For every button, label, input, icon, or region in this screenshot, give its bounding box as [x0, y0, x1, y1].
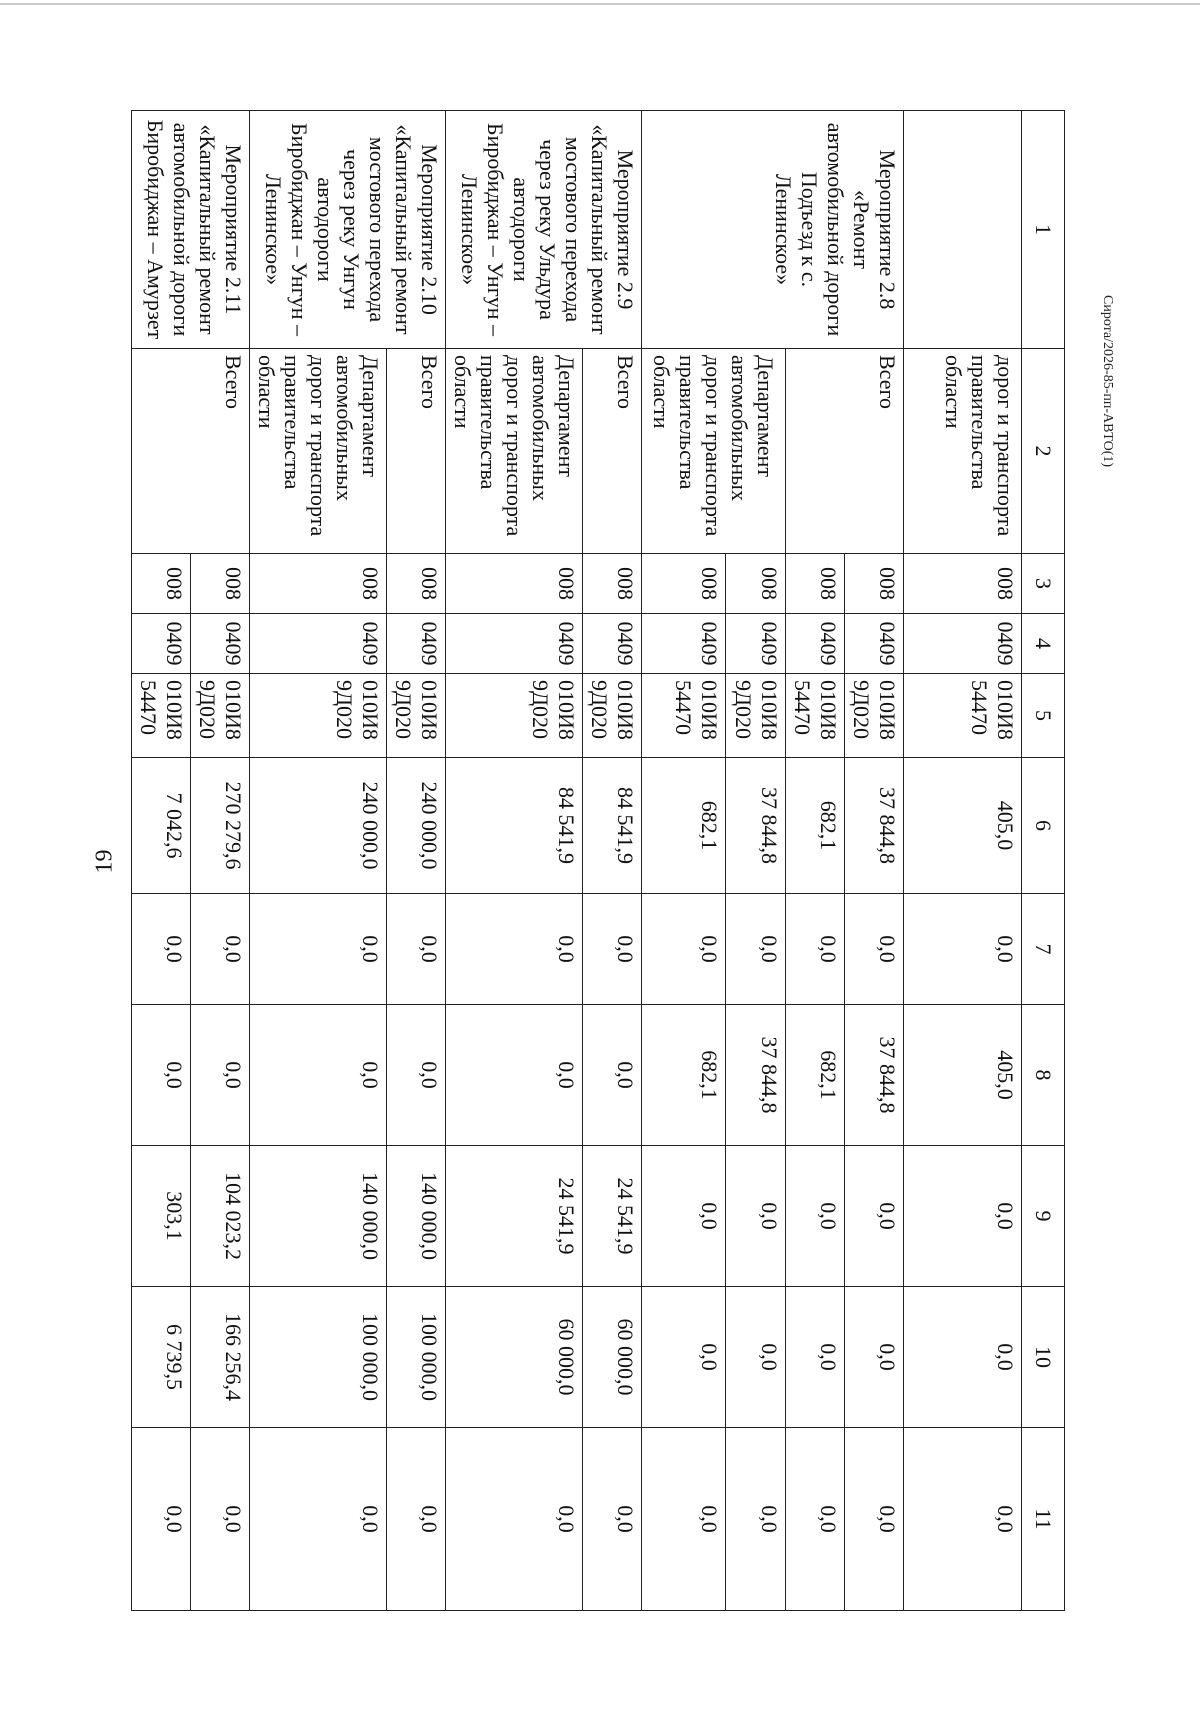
cell: 0,0: [191, 1005, 250, 1146]
cell-code: 010И8 9Д020: [726, 674, 786, 758]
rotated-table-container: [136, 110, 1065, 1610]
cell: 7 042,6: [132, 758, 191, 894]
table-row: [904, 111, 1022, 1611]
cell: 0,0: [583, 1005, 642, 1146]
cell: 0,0: [387, 1428, 446, 1611]
cell-executor: дорог и транспорта правительства области: [904, 349, 1022, 554]
cell: 0,0: [642, 1428, 726, 1611]
cell: 37 844,8: [845, 1005, 904, 1146]
cell: 0,0: [845, 1428, 904, 1611]
cell: 0,0: [642, 894, 726, 1005]
cell-code: 010И8 9Д020: [250, 674, 387, 758]
cell: 0,0: [786, 1287, 845, 1428]
cell: 682,1: [786, 758, 845, 894]
cell-executor: Департамент автомобильных дорог и транспорта правительства области: [446, 349, 583, 554]
cell: 0,0: [583, 1428, 642, 1611]
cell: 008: [726, 554, 786, 614]
cell: 0,0: [786, 1146, 845, 1287]
cell: 0,0: [726, 1287, 786, 1428]
cell: 008: [387, 554, 446, 614]
table-row: [191, 111, 250, 1611]
column-number-row: [1022, 111, 1065, 1611]
cell-code: 010И8 9Д020: [446, 674, 583, 758]
cell: 0,0: [446, 1005, 583, 1146]
cell: 60 000,0: [583, 1287, 642, 1428]
cell: 24 541,9: [583, 1146, 642, 1287]
cell: 0,0: [786, 894, 845, 1005]
table-row: [583, 111, 642, 1611]
col-header: 2: [1022, 349, 1065, 554]
document-footer-code: Сирота/2026-85-пп-АВТО(1): [1100, 295, 1115, 468]
cell: 0,0: [132, 1428, 191, 1611]
cell-code: 010И8 54470: [132, 674, 191, 758]
cell: 0409: [132, 614, 191, 674]
cell: 166 256,4: [191, 1287, 250, 1428]
cell-measure: Мероприятие 2.10 «Капитальный ремонт мостового перехода через реку Унгун автодороги Биробиджан – Унгун – Ленинское»: [250, 111, 446, 349]
col-header: 11: [1022, 1428, 1065, 1611]
cell-code: 010И8 9Д020: [387, 674, 446, 758]
cell: 0409: [642, 614, 726, 674]
col-header: 4: [1022, 614, 1065, 674]
cell: 0,0: [583, 894, 642, 1005]
cell-executor: Всего: [583, 349, 642, 554]
cell: 008: [904, 554, 1022, 614]
cell: 0,0: [845, 1146, 904, 1287]
cell: 0,0: [845, 894, 904, 1005]
col-header: 1: [1022, 111, 1065, 349]
col-header: 5: [1022, 674, 1065, 758]
cell: 405,0: [904, 758, 1022, 894]
col-header: 6: [1022, 758, 1065, 894]
cell: 008: [583, 554, 642, 614]
table-row: [387, 111, 446, 1611]
cell: 0,0: [191, 1428, 250, 1611]
cell: 0,0: [250, 1005, 387, 1146]
cell: 0,0: [904, 1146, 1022, 1287]
cell: 0,0: [250, 894, 387, 1005]
col-header: 9: [1022, 1146, 1065, 1287]
cell-code: 010И8 54470: [642, 674, 726, 758]
cell: 682,1: [642, 758, 726, 894]
cell-code: 010И8 54470: [786, 674, 845, 758]
cell: 0,0: [786, 1428, 845, 1611]
scan-edge-line: [0, 3, 1200, 5]
cell: 682,1: [642, 1005, 726, 1146]
cell: 140 000,0: [387, 1146, 446, 1287]
cell: 0,0: [191, 894, 250, 1005]
cell: 008: [250, 554, 387, 614]
cell: 0,0: [904, 1287, 1022, 1428]
cell: 0,0: [845, 1287, 904, 1428]
cell: 0,0: [726, 1146, 786, 1287]
cell: 0,0: [250, 1428, 387, 1611]
cell: 0,0: [642, 1146, 726, 1287]
cell: 0,0: [446, 1428, 583, 1611]
cell: 008: [191, 554, 250, 614]
cell: 0409: [191, 614, 250, 674]
cell: 682,1: [786, 1005, 845, 1146]
cell: 0,0: [904, 1428, 1022, 1611]
cell-measure: Мероприятие 2.9 «Капитальный ремонт мостового перехода через реку Ульдура автодороги Биробиджан – Унгун – Ленинское»: [446, 111, 642, 349]
cell: 37 844,8: [845, 758, 904, 894]
cell: 0,0: [642, 1287, 726, 1428]
cell: 008: [642, 554, 726, 614]
cell-measure: Мероприятие 2.11 «Капитальный ремонт автомобильной дороги Биробиджан – Амурзет: [132, 111, 250, 349]
cell: 0409: [387, 614, 446, 674]
cell: 240 000,0: [387, 758, 446, 894]
cell-empty: [904, 111, 1022, 349]
cell: 008: [132, 554, 191, 614]
cell: 0,0: [132, 894, 191, 1005]
cell: 140 000,0: [250, 1146, 387, 1287]
cell: 84 541,9: [446, 758, 583, 894]
cell: 405,0: [904, 1005, 1022, 1146]
cell-code: 010И8 9Д020: [845, 674, 904, 758]
cell: 0409: [446, 614, 583, 674]
cell: 270 279,6: [191, 758, 250, 894]
cell: 37 844,8: [726, 1005, 786, 1146]
col-header: 3: [1022, 554, 1065, 614]
cell: 6 739,5: [132, 1287, 191, 1428]
cell: 0409: [786, 614, 845, 674]
col-header: 8: [1022, 1005, 1065, 1146]
cell: 100 000,0: [250, 1287, 387, 1428]
cell: 0,0: [904, 894, 1022, 1005]
cell: 0409: [250, 614, 387, 674]
cell-code: 010И8 54470: [904, 674, 1022, 758]
cell: 0,0: [726, 894, 786, 1005]
cell: 100 000,0: [387, 1287, 446, 1428]
cell: 24 541,9: [446, 1146, 583, 1287]
table-row: [845, 111, 904, 1611]
cell: 37 844,8: [726, 758, 786, 894]
cell-executor: Всего: [387, 349, 446, 554]
cell: 0,0: [387, 894, 446, 1005]
cell-code: 010И8 9Д020: [191, 674, 250, 758]
cell-measure: Мероприятие 2.8 «Ремонт автомобильной дороги Подъезд к с. Ленинское»: [642, 111, 904, 349]
cell: 0409: [904, 614, 1022, 674]
cell: 84 541,9: [583, 758, 642, 894]
cell: 104 023,2: [191, 1146, 250, 1287]
cell-code: 010И8 9Д020: [583, 674, 642, 758]
cell: 0409: [726, 614, 786, 674]
cell-executor: Всего: [132, 349, 250, 554]
cell: 0,0: [387, 1005, 446, 1146]
cell: 0,0: [132, 1005, 191, 1146]
budget-table: [131, 110, 1065, 1611]
cell: 0409: [845, 614, 904, 674]
cell-executor: Всего: [786, 349, 904, 554]
cell: 008: [845, 554, 904, 614]
col-header: 10: [1022, 1287, 1065, 1428]
page-number: 19: [91, 849, 118, 874]
cell: 008: [786, 554, 845, 614]
cell: 60 000,0: [446, 1287, 583, 1428]
cell: 240 000,0: [250, 758, 387, 894]
cell-executor: Департамент автомобильных дорог и транспорта правительства области: [250, 349, 387, 554]
cell-executor: Департамент автомобильных дорог и транспорта правительства области: [642, 349, 786, 554]
cell: 0,0: [446, 894, 583, 1005]
col-header: 7: [1022, 894, 1065, 1005]
cell: 008: [446, 554, 583, 614]
cell: 0409: [583, 614, 642, 674]
cell: 303,1: [132, 1146, 191, 1287]
cell: 0,0: [726, 1428, 786, 1611]
